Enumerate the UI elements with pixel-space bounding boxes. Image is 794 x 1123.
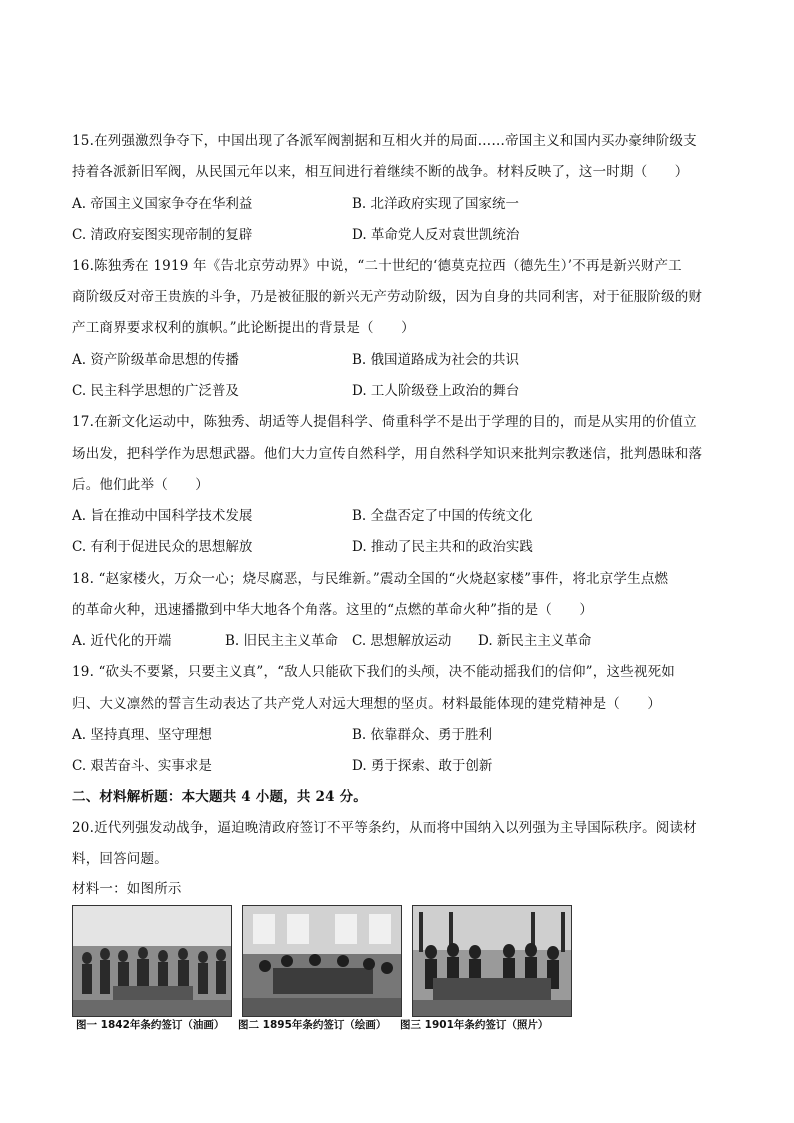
q15-option-b: B. 北洋政府实现了国家统一	[352, 196, 520, 212]
q20-material-label: 材料一：如图所示	[72, 881, 182, 897]
q19-option-b: B. 依靠群众、勇于胜利	[352, 727, 493, 743]
q19-stem-line2: 归、大义凛然的誓言生动表达了共产党人对远大理想的坚贞。材料最能体现的建党精神是（ ）	[72, 696, 662, 712]
q17-stem-line1: 17.在新文化运动中，陈独秀、胡适等人提倡科学、倚重科学不是出于学理的目的，而是从实用的价值立	[72, 414, 697, 430]
q17-option-d: D. 推动了民主共和的政治实践	[352, 539, 533, 555]
q15-option-c: C. 清政府妄图实现帝制的复辟	[72, 227, 253, 243]
q18-stem-line2: 的革命火种，迅速播撒到中华大地各个角落。这里的“点燃的革命火种”指的是（ ）	[72, 602, 594, 618]
section-heading: 二、材料解析题：本大题共 4 小题，共 24 分。	[72, 789, 367, 805]
q16-option-a: A. 资产阶级革命思想的传播	[72, 352, 239, 368]
figure-strip	[72, 905, 552, 1033]
q18-option-b: B. 旧民主主义革命	[225, 633, 339, 649]
q17-option-a: A. 旨在推动中国科学技术发展	[72, 508, 253, 524]
q19-stem-line1: 19. “砍头不要紧，只要主义真”，“敌人只能砍下我们的头颅，决不能动摇我们的信仰”，这些视死如	[72, 664, 675, 680]
q15-option-d: D. 革命党人反对袁世凯统治	[352, 227, 520, 243]
figure-2-caption: 图二 1895年条约签订（绘画）	[238, 1019, 387, 1031]
q20-stem-line1: 20.近代列强发动战争，逼迫晚清政府签订不平等条约，从而将中国纳入以列强为主导国际秩序。阅读材	[72, 820, 697, 836]
q19-option-c: C. 艰苦奋斗、实事求是	[72, 758, 212, 774]
q16-option-d: D. 工人阶级登上政治的舞台	[352, 383, 520, 399]
figure-1-image	[72, 905, 232, 1017]
q16-stem-line2: 商阶级反对帝王贵族的斗争，乃是被征服的新兴无产劳动阶级，因为自身的共同利害，对于征服阶级的财	[72, 289, 703, 305]
figure-2-image	[242, 905, 402, 1017]
figure-1-caption: 图一 1842年条约签订（油画）	[76, 1019, 225, 1031]
q15-stem-line2: 持着各派新旧军阀，从民国元年以来，相互间进行着继续不断的战争。材料反映了，这一时期（ ）	[72, 164, 689, 180]
q16-option-c: C. 民主科学思想的广泛普及	[72, 383, 239, 399]
q17-option-b: B. 全盘否定了中国的传统文化	[352, 508, 533, 524]
q17-option-c: C. 有利于促进民众的思想解放	[72, 539, 253, 555]
q18-stem-line1: 18. “赵家楼火，万众一心；烧尽腐恶，与民维新。”震动全国的“火烧赵家楼”事件，将北京学生点燃	[72, 571, 669, 587]
q18-option-d: D. 新民主主义革命	[478, 633, 592, 649]
q18-option-c: C. 思想解放运动	[352, 633, 452, 649]
q15-option-a: A. 帝国主义国家争夺在华利益	[72, 196, 253, 212]
q19-option-d: D. 勇于探索、敢于创新	[352, 758, 493, 774]
q16-stem-line3: 产工商界要求权利的旗帜。”此论断提出的背景是（ ）	[72, 320, 415, 336]
q19-option-a: A. 坚持真理、坚守理想	[72, 727, 212, 743]
figure-3-image	[412, 905, 572, 1017]
q17-stem-line3: 后。他们此举（ ）	[72, 477, 209, 493]
figure-3-caption: 图三 1901年条约签订（照片）	[400, 1019, 549, 1031]
q18-option-a: A. 近代化的开端	[72, 633, 172, 649]
q16-stem-line1: 16.陈独秀在 1919 年《告北京劳动界》中说，“二十世纪的‘德莫克拉西（德先生）’不再是新兴财产工	[72, 258, 682, 274]
q16-option-b: B. 俄国道路成为社会的共识	[352, 352, 520, 368]
q20-stem-line2: 料，回答问题。	[72, 851, 168, 867]
q17-stem-line2: 场出发，把科学作为思想武器。他们大力宣传自然科学，用自然科学知识来批判宗教迷信，批判愚昧和落	[72, 446, 703, 462]
q15-stem-line1: 15.在列强激烈争夺下，中国出现了各派军阀割据和互相火并的局面……帝国主义和国内买办豪绅阶级支	[72, 133, 697, 149]
